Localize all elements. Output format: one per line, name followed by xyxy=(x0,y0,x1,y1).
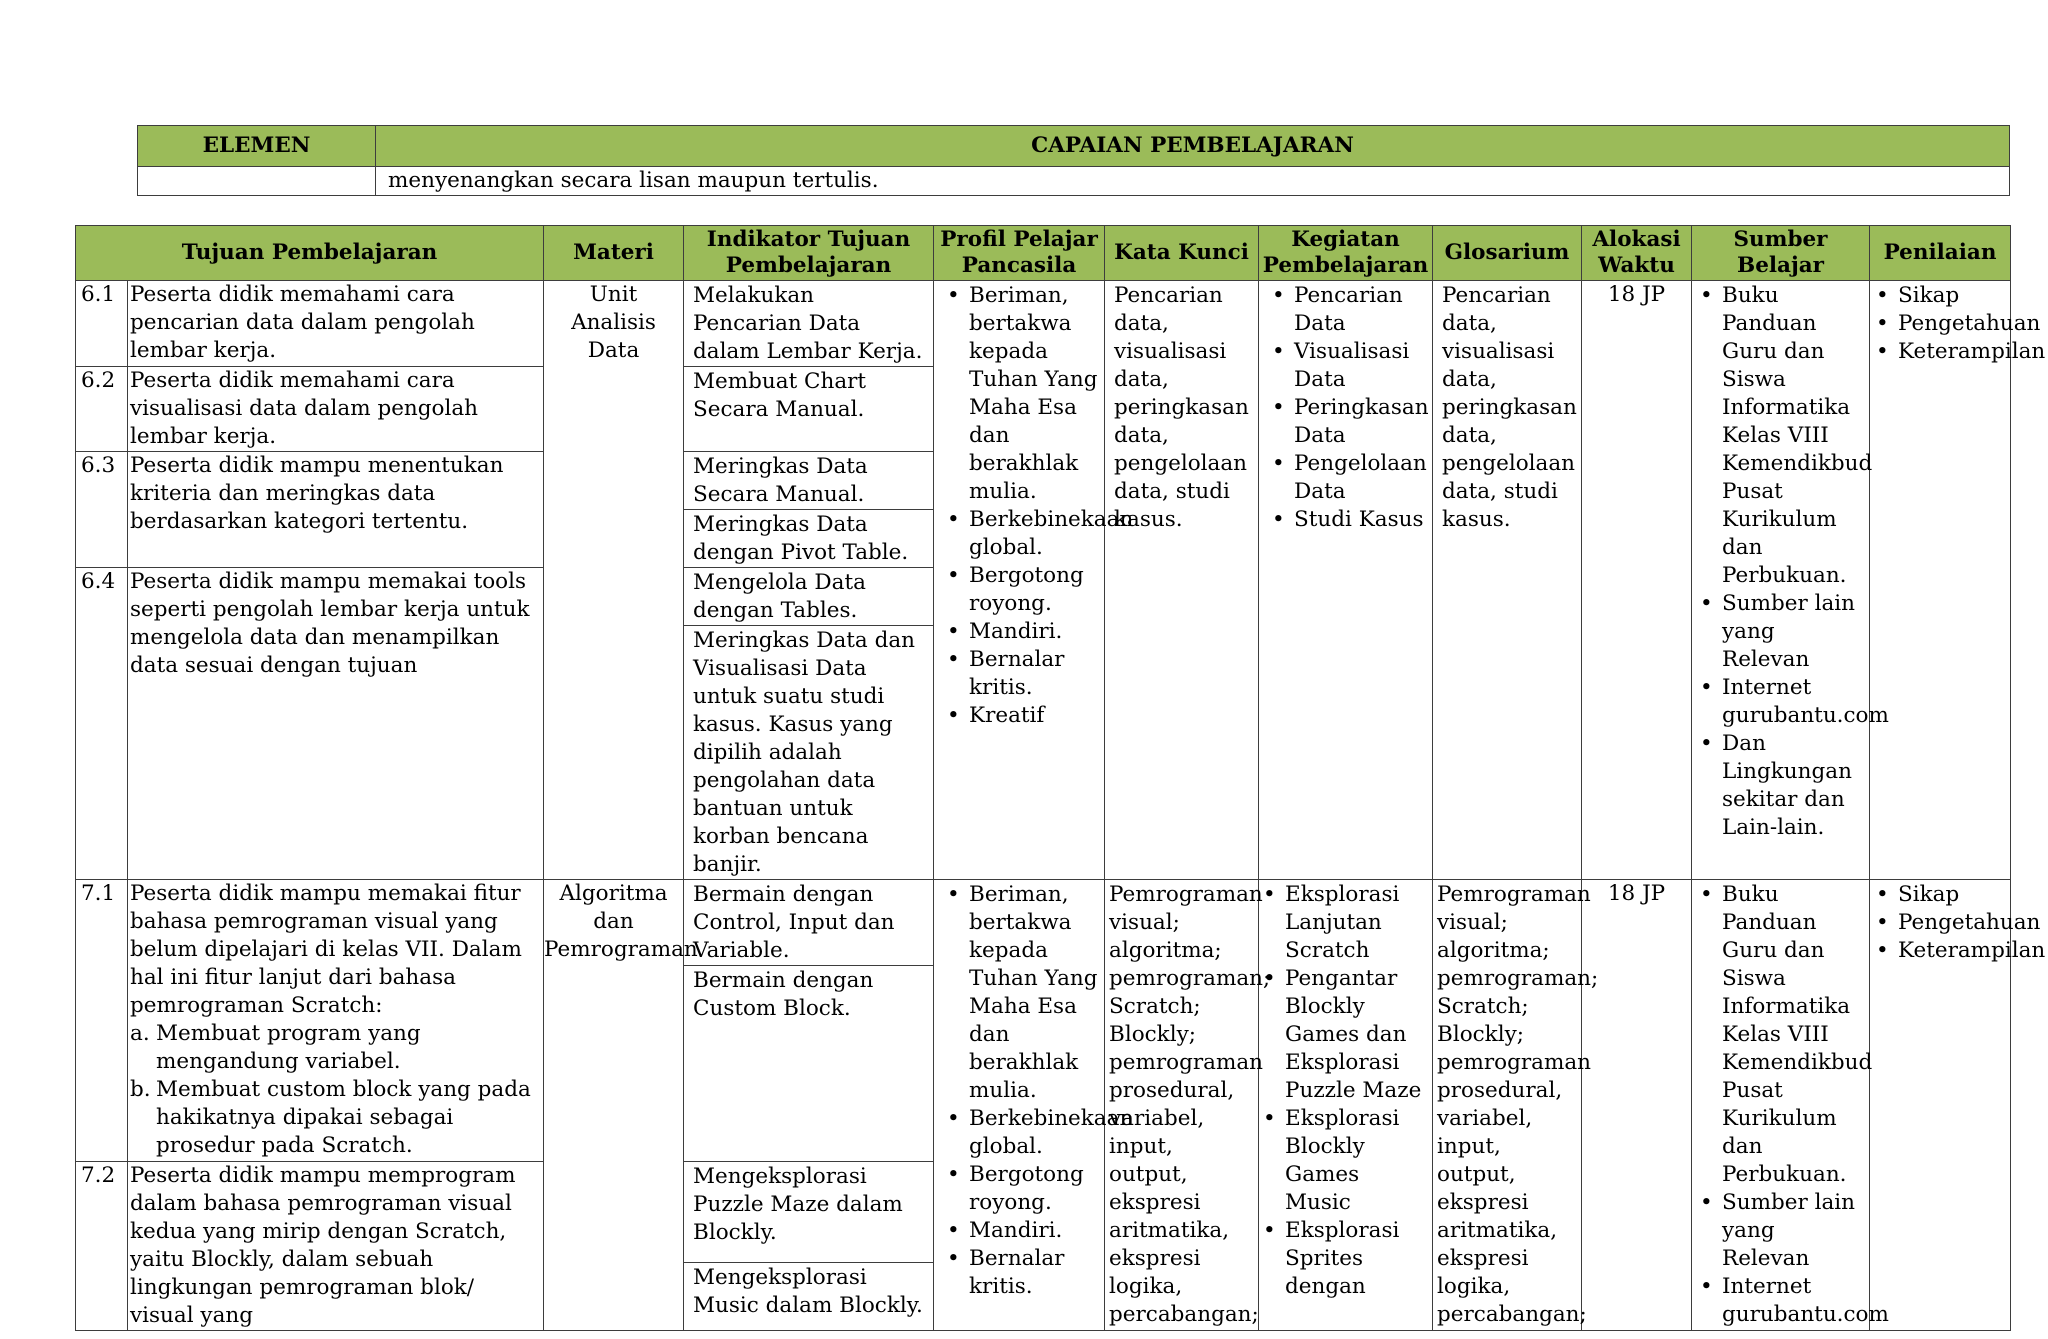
indikator-cell: Meringkas Data Secara Manual. xyxy=(684,452,934,510)
capaian-table xyxy=(137,125,2010,196)
header-kata-kunci: Kata Kunci xyxy=(1105,226,1259,281)
kegiatan-cell xyxy=(1259,880,1433,1331)
list-item: • Berkebinekaan global. xyxy=(943,506,1100,562)
sumber-cell xyxy=(1692,880,1889,1331)
list-item: • Eksplorasi Blockly Games Music xyxy=(1259,1105,1428,1217)
header-elemen: ELEMEN xyxy=(138,126,376,167)
objective-text-main: Peserta didik mampu memakai fitur bahasa pemrograman visual yang belum dipelajari di kelas VII. Dalam hal ini fitur lanjut dari bahasa pemrograman Scratch: xyxy=(130,881,522,1018)
objective-text xyxy=(128,880,544,1162)
list-item: • Sikap xyxy=(1872,282,2010,310)
list-item: • Keterampilan xyxy=(1872,937,2010,965)
objective-number: 6.4 xyxy=(76,568,128,880)
header-sumber: Sumber Belajar xyxy=(1692,226,1870,281)
objective-number: 6.2 xyxy=(76,367,128,452)
indikator-cell: Melakukan Pencarian Data dalam Lembar Kerja. xyxy=(684,281,934,367)
list-item: • Beriman, bertakwa kepada Tuhan Yang Maha Esa dan berakhlak mulia. xyxy=(943,282,1100,506)
list-item: • Internet gurubantu.com xyxy=(1696,1273,1865,1329)
list-item: • Pengantar Blockly Games dan Eksplorasi Puzzle Maze xyxy=(1259,965,1428,1105)
list-item: • Kreatif xyxy=(943,702,1100,730)
list-item: • Peringkasan Data xyxy=(1268,394,1428,450)
glosarium-cell: Pencarian data, visualisasi data, peringkasan data, pengelolaan data, studi kasus. xyxy=(1433,281,1582,880)
indikator-cell: Mengeksplorasi Music dalam Blockly. xyxy=(684,1262,934,1330)
glosarium-cell: Pemrograman visual; algoritma; pemrograman; Scratch; Blockly; pemrograman prosedural, variabel, input, output, ekspresi aritmatika, ekspresi logika, percabangan; xyxy=(1433,880,1582,1331)
list-item: • Sikap xyxy=(1872,881,2010,909)
list-item: • Mandiri. xyxy=(943,618,1100,646)
list-item: • Beriman, bertakwa kepada Tuhan Yang Maha Esa dan berakhlak mulia. xyxy=(943,881,1100,1105)
header-alokasi: Alokasi Waktu xyxy=(1582,226,1692,281)
indikator-cell: Bermain dengan Custom Block. xyxy=(684,966,934,1162)
header-row xyxy=(76,226,2011,281)
list-item: • Keterampilan xyxy=(1872,338,2010,366)
indikator-cell: Mengelola Data dengan Tables. xyxy=(684,568,934,626)
list-item: • Pengelolaan Data xyxy=(1268,450,1428,506)
indikator-cell: Mengeksplorasi Puzzle Maze dalam Blockly. xyxy=(684,1162,934,1263)
list-item: • Sumber lain yang Relevan xyxy=(1696,590,1865,674)
header-glosarium: Glosarium xyxy=(1433,226,1582,281)
objective-text: Peserta didik memahami cara pencarian data dalam pengolah lembar kerja. xyxy=(128,281,544,367)
objective-number: 7.2 xyxy=(76,1162,128,1331)
list-item: • Studi Kasus xyxy=(1268,506,1428,534)
objective-number: 6.1 xyxy=(76,281,128,367)
objective-text: Peserta didik mampu memakai tools seperti pengolah lembar kerja untuk mengelola data dan menampilkan data sesuai dengan tujuan xyxy=(128,568,544,880)
penilaian-cell xyxy=(1870,880,2046,1331)
header-indikator: Indikator Tujuan Pembelajaran xyxy=(684,226,934,281)
sumber-cell xyxy=(1692,281,1889,880)
header-materi: Materi xyxy=(544,226,684,281)
indikator-cell: Meringkas Data dan Visualisasi Data untuk suatu studi kasus. Kasus yang dipilih adalah pengolahan data bantuan untuk korban bencana banjir. xyxy=(684,626,934,880)
list-item: • Bergotong royong. xyxy=(943,562,1100,618)
objective-number: 7.1 xyxy=(76,880,128,1162)
elemen-cell xyxy=(138,167,376,196)
list-item: • Pencarian Data xyxy=(1268,282,1428,338)
materi-cell: Unit Analisis Data xyxy=(544,281,684,880)
objective-text: Peserta didik memahami cara visualisasi data dalam pengolah lembar kerja. xyxy=(128,367,544,452)
kata-kunci-cell: Pemrograman visual; algoritma; pemrograman; Scratch; Blockly; pemrograman prosedural, variabel, input, output, ekspresi aritmatika, ekspresi logika, percabangan; xyxy=(1105,880,1259,1331)
list-item: • Pengetahuan xyxy=(1872,909,2010,937)
list-item: • Mandiri. xyxy=(943,1217,1100,1245)
kegiatan-cell xyxy=(1259,281,1433,880)
indikator-cell: Membuat Chart Secara Manual. xyxy=(684,367,934,452)
learning-plan-table xyxy=(75,225,2046,1331)
penilaian-cell xyxy=(1870,281,2046,880)
profil-cell xyxy=(934,281,1134,880)
objective-number: 6.3 xyxy=(76,452,128,568)
list-item: • Dan Lingkungan sekitar dan Lain-lain. xyxy=(1696,730,1865,842)
table-row xyxy=(76,880,2011,966)
header-penilaian: Penilaian xyxy=(1870,226,2011,281)
capaian-text: menyenangkan secara lisan maupun tertulis. xyxy=(376,167,2010,196)
list-item: • Internet gurubantu.com xyxy=(1696,674,1865,730)
list-item: • Buku Panduan Guru dan Siswa Informatika Kelas VIII Kemendikbud Pusat Kurikulum dan Perbukuan. xyxy=(1696,282,1865,590)
alokasi-cell: 18 JP xyxy=(1582,880,1692,1331)
list-item: • Bernalar kritis. xyxy=(943,646,1100,702)
header-tujuan: Tujuan Pembelajaran xyxy=(76,226,544,281)
list-item: • Visualisasi Data xyxy=(1268,338,1428,394)
table-row xyxy=(76,281,2011,367)
kata-kunci-cell: Pencarian data, visualisasi data, peringkasan data, pengelolaan data, studi kasus. xyxy=(1105,281,1259,880)
indikator-cell: Bermain dengan Control, Input dan Variable. xyxy=(684,880,934,966)
list-item: • Sumber lain yang Relevan xyxy=(1696,1189,1865,1273)
list-item: • Berkebinekaan global. xyxy=(943,1105,1100,1161)
header-profil: Profil Pelajar Pancasila xyxy=(934,226,1105,281)
objective-text: Peserta didik mampu menentukan kriteria dan meringkas data berdasarkan kategori tertentu. xyxy=(128,452,544,568)
profil-cell xyxy=(934,880,1134,1331)
list-item: b. Membuat custom block yang pada hakikatnya dipakai sebagai prosedur pada Scratch. xyxy=(130,1077,531,1158)
header-kegiatan: Kegiatan Pembelajaran xyxy=(1259,226,1433,281)
alokasi-cell: 18 JP xyxy=(1582,281,1692,880)
list-item: • Pengetahuan xyxy=(1872,310,2010,338)
materi-cell: Algoritma dan Pemrograman xyxy=(544,880,684,1331)
list-item: a. Membuat program yang mengandung variabel. xyxy=(130,1021,421,1074)
list-item: • Bergotong royong. xyxy=(943,1161,1100,1217)
list-item: • Eksplorasi Lanjutan Scratch xyxy=(1259,881,1428,965)
header-capaian: CAPAIAN PEMBELAJARAN xyxy=(376,126,2010,167)
indikator-cell: Meringkas Data dengan Pivot Table. xyxy=(684,510,934,568)
list-item: • Eksplorasi Sprites dengan xyxy=(1259,1217,1428,1301)
list-item: • Buku Panduan Guru dan Siswa Informatika Kelas VIII Kemendikbud Pusat Kurikulum dan Perbukuan. xyxy=(1696,881,1865,1189)
list-item: • Bernalar kritis. xyxy=(943,1245,1100,1301)
objective-text: Peserta didik mampu memprogram dalam bahasa pemrograman visual kedua yang mirip dengan Scratch, yaitu Blockly, dalam sebuah lingkungan pemrograman blok/ visual yang xyxy=(128,1162,544,1331)
